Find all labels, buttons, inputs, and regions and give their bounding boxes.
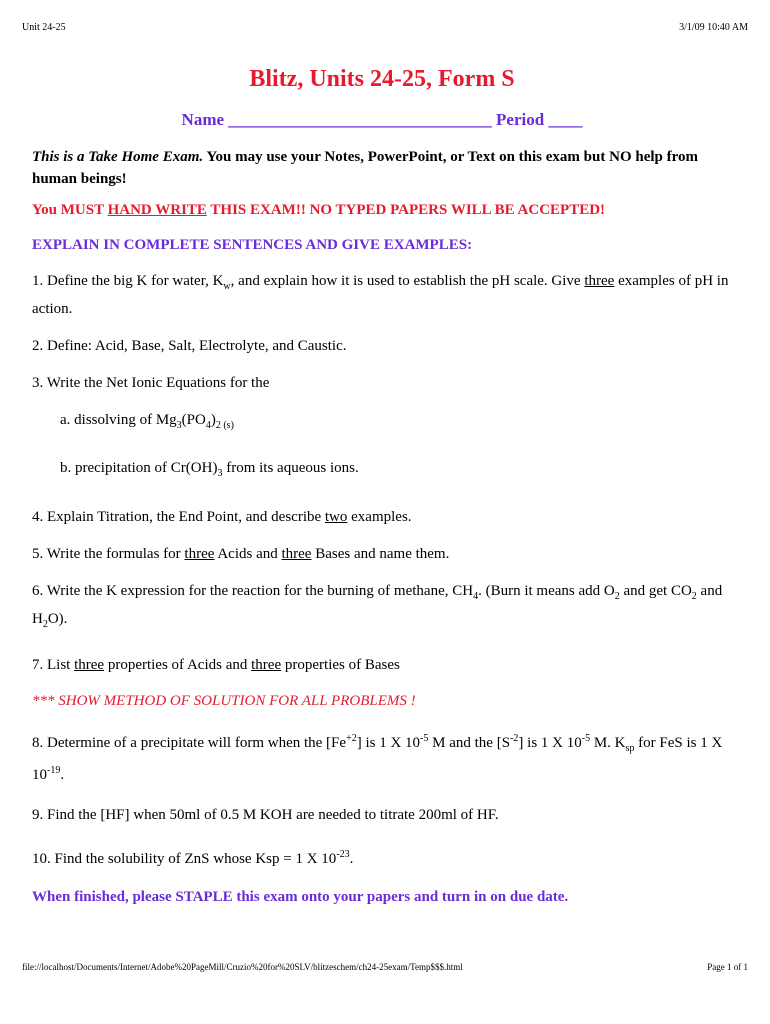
- q1-sub: w: [223, 281, 231, 292]
- q6-s4: 2: [42, 619, 48, 630]
- q3a-s1: 3: [176, 420, 182, 431]
- q8-a: 8. Determine of a precipitate will form when the [Fe: [32, 735, 347, 751]
- name-blank: _______________________________: [228, 110, 492, 129]
- q5-b: Acids and: [214, 546, 282, 562]
- q5-a: 5. Write the formulas for: [32, 546, 185, 562]
- q3b-a: b. precipitation of Cr(OH): [60, 460, 218, 476]
- q4-u: two: [324, 509, 348, 525]
- question-7: [32, 654, 732, 676]
- q5-u1: three: [184, 546, 215, 562]
- q3a-a: a. dissolving of Mg: [60, 412, 177, 428]
- method-note: *** SHOW METHOD OF SOLUTION FOR ALL PROBLEMS !: [32, 693, 416, 709]
- q4-b: examples.: [347, 509, 412, 525]
- name-label: Name: [181, 110, 225, 129]
- question-3: 3. Write the Net Ionic Equations for the: [32, 375, 270, 391]
- q8-p1: +2: [346, 733, 357, 744]
- question-9: 9. Find the [HF] when 50ml of 0.5 M KOH are needed to titrate 200ml of HF.: [32, 807, 499, 823]
- q10-b: .: [349, 851, 354, 867]
- question-2: 2. Define: Acid, Base, Salt, Electrolyte, and Caustic.: [32, 338, 347, 354]
- header-right: 3/1/09 10:40 AM: [679, 22, 748, 33]
- q10-a: 10. Find the solubility of ZnS whose Ksp = 1 X 10: [32, 851, 337, 867]
- question-10: [32, 844, 732, 870]
- question-3b: [32, 457, 732, 485]
- question-4: [32, 506, 732, 528]
- q8-p3: -2: [510, 733, 519, 744]
- q8-f: for FeS is 1 X 10: [32, 735, 723, 783]
- q6-c: and get CO: [619, 583, 692, 599]
- q6-e: O).: [47, 611, 68, 627]
- q8-p5: -19: [47, 765, 61, 776]
- period-label: Period: [496, 110, 545, 129]
- must-post: THIS EXAM!! NO TYPED PAPERS WILL BE ACCEPTED!: [206, 202, 606, 218]
- q6-s3: 2: [691, 591, 697, 602]
- must-underlined: HAND WRITE: [107, 202, 207, 218]
- q3a-b: (PO: [181, 412, 206, 428]
- q6-s2: 2: [614, 591, 620, 602]
- intro-paragraph: [32, 146, 732, 190]
- question-6: [32, 580, 732, 636]
- q6-s1: 4: [473, 591, 479, 602]
- intro-rest: You may use your Notes, PowerPoint, or Text on this exam but NO help from human beings!: [32, 149, 698, 187]
- q3a-s3: 2 (s): [215, 420, 234, 431]
- q8-g: .: [60, 767, 65, 783]
- q3a-s2: 4: [205, 420, 211, 431]
- q3a-c: ): [210, 412, 216, 428]
- q8-s1: sp: [625, 743, 635, 754]
- q8-p4: -5: [581, 733, 591, 744]
- q6-b: . (Burn it means add O: [478, 583, 615, 599]
- q6-d: and H: [32, 583, 723, 627]
- question-1: [32, 270, 732, 320]
- q1-u: three: [584, 273, 615, 289]
- q1-b: , and explain how it is used to establish the pH scale. Give: [230, 273, 585, 289]
- q10-p1: -23: [336, 849, 350, 860]
- q3b-s1: 3: [217, 468, 223, 479]
- must-pre: You MUST: [32, 202, 108, 218]
- name-period-line: [32, 110, 732, 130]
- q7-c: properties of Bases: [281, 657, 400, 673]
- exam-title: Blitz, Units 24-25, Form S: [249, 66, 515, 92]
- q8-e: M. K: [590, 735, 626, 751]
- question-3a: [32, 409, 732, 437]
- exam-content: [32, 62, 732, 908]
- q3b-b: from its aqueous ions.: [222, 460, 359, 476]
- question-5: [32, 543, 732, 565]
- q8-c: M and the [S: [428, 735, 511, 751]
- header-left: Unit 24-25: [22, 22, 66, 33]
- period-blank: ____: [548, 110, 583, 129]
- footer-page: Page 1 of 1: [707, 962, 748, 972]
- q1-a: 1. Define the big K for water, K: [32, 273, 224, 289]
- q5-c: Bases and name them.: [311, 546, 450, 562]
- q7-u2: three: [251, 657, 282, 673]
- q7-u1: three: [74, 657, 105, 673]
- footer-url: file://localhost/Documents/Internet/Adobe%20PageMill/Cruzio%20for%20SLV/blitzeschem/ch24-25exam/Temp$$$.html: [22, 962, 463, 972]
- explain-instruction: EXPLAIN IN COMPLETE SENTENCES AND GIVE EXAMPLES:: [32, 237, 473, 253]
- q4-a: 4. Explain Titration, the End Point, and describe: [32, 509, 325, 525]
- q1-c: examples of pH in action.: [32, 273, 729, 317]
- q8-b: ] is 1 X 10: [356, 735, 421, 751]
- q7-a: 7. List: [32, 657, 75, 673]
- intro-italic: This is a Take Home Exam.: [32, 149, 204, 165]
- q5-u2: three: [281, 546, 312, 562]
- q7-b: properties of Acids and: [104, 657, 252, 673]
- question-8: [32, 728, 732, 786]
- finish-instruction: When finished, please STAPLE this exam onto your papers and turn in on due date.: [32, 889, 569, 905]
- must-handwrite-notice: [32, 199, 732, 221]
- q6-a: 6. Write the K expression for the reaction for the burning of methane, CH: [32, 583, 474, 599]
- q8-d: ] is 1 X 10: [518, 735, 582, 751]
- q8-p2: -5: [420, 733, 429, 744]
